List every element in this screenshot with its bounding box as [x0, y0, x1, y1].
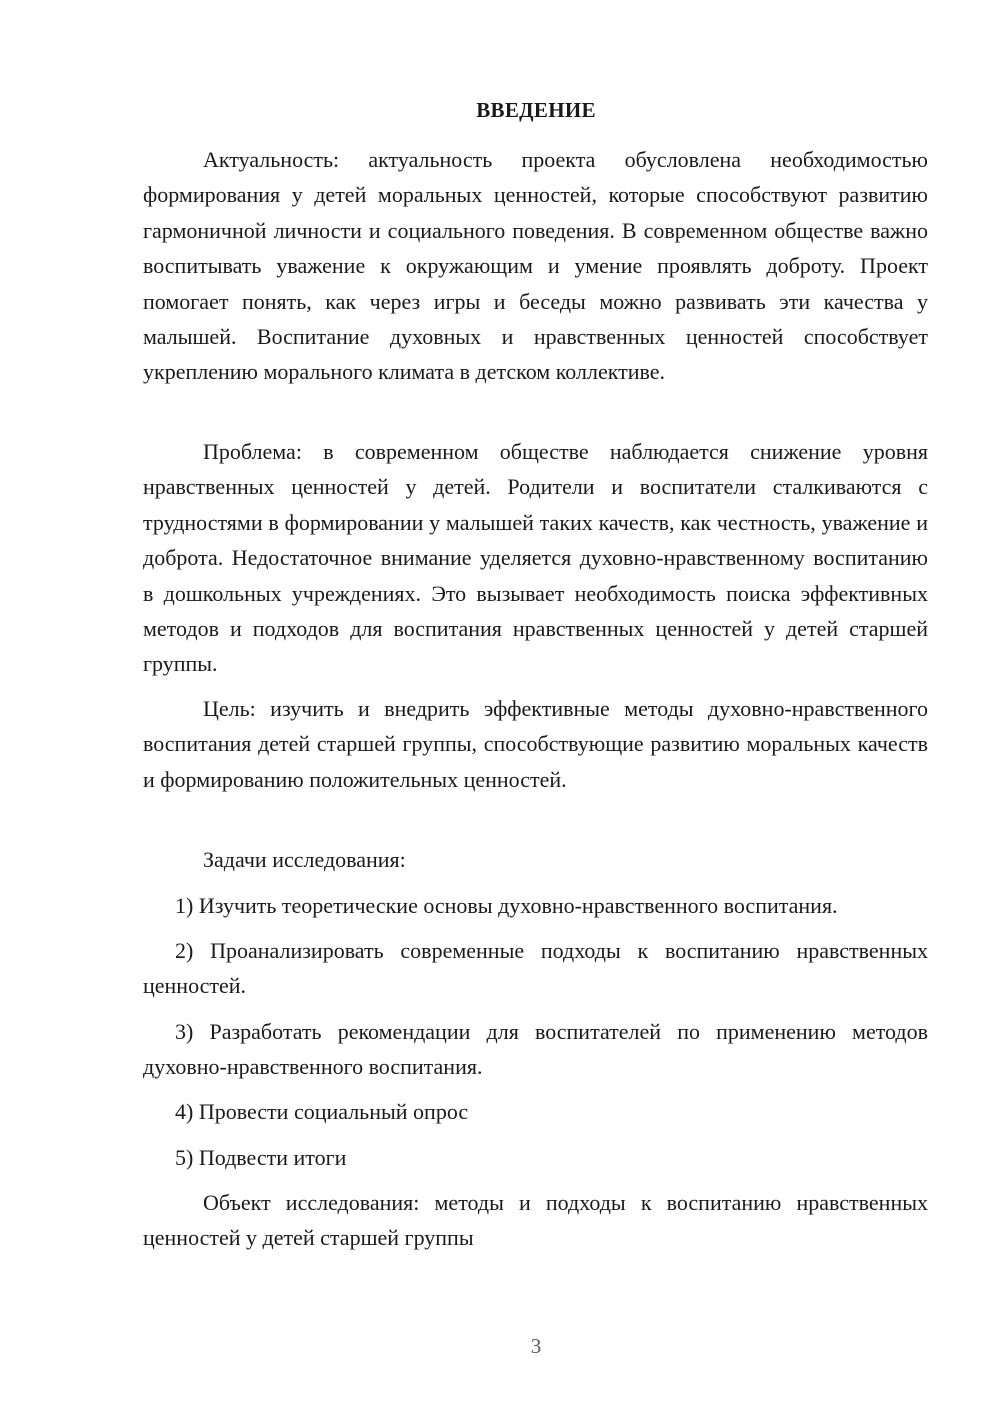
task-item-5: 5) Подвести итоги — [175, 1145, 347, 1170]
paragraph-object: Объект исследования: методы и подходы к воспитанию нравственных ценностей у детей старшей группы — [143, 1190, 928, 1251]
paragraph-goal: Цель: изучить и внедрить эффективные методы духовно-нравственного воспитания детей старшей группы, способствующие развитию моральных качеств и формированию положительных ценностей. — [143, 696, 928, 792]
task-item-1: 1) Изучить теоретические основы духовно-нравственного воспитания. — [175, 893, 838, 918]
paragraph-problem: Проблема: в современном обществе наблюдается снижение уровня нравственных ценностей у детей. Родители и воспитатели сталкиваются с трудностями в формировании у малышей таких качеств, как честность, уважение и доброта. Недостаточное внимание уделяется духовно-нравственному воспитанию в дошкольных учреждениях. Это вызывает необходимость поиска эффективных методов и подходов для воспитания нравственных ценностей у детей старшей группы. — [143, 439, 928, 677]
paragraph-relevance: Актуальность: актуальность проекта обусловлена необходимостью формирования у детей моральных ценностей, которые способствуют развитию гармоничной личности и социального поведения. В современном обществе важно воспитывать уважение к окружающим и умение проявлять доброту. Проект помогает понять, как через игры и беседы можно развивать эти качества у малышей. Воспитание духовных и нравственных ценностей способствует укреплению морального климата в детском коллективе. — [143, 147, 928, 385]
task-item-3: 3) Разработать рекомендации для воспитателей по применению методов духовно-нравственного воспитания. — [143, 1019, 928, 1080]
task-item-2: 2) Проанализировать современные подходы к воспитанию нравственных ценностей. — [143, 938, 928, 999]
page-title: ВВЕДЕНИЕ — [476, 98, 596, 122]
page-number: 3 — [530, 1334, 542, 1358]
paragraph-tasks-heading: Задачи исследования: — [203, 847, 406, 872]
task-item-4: 4) Провести социальный опрос — [175, 1099, 469, 1124]
